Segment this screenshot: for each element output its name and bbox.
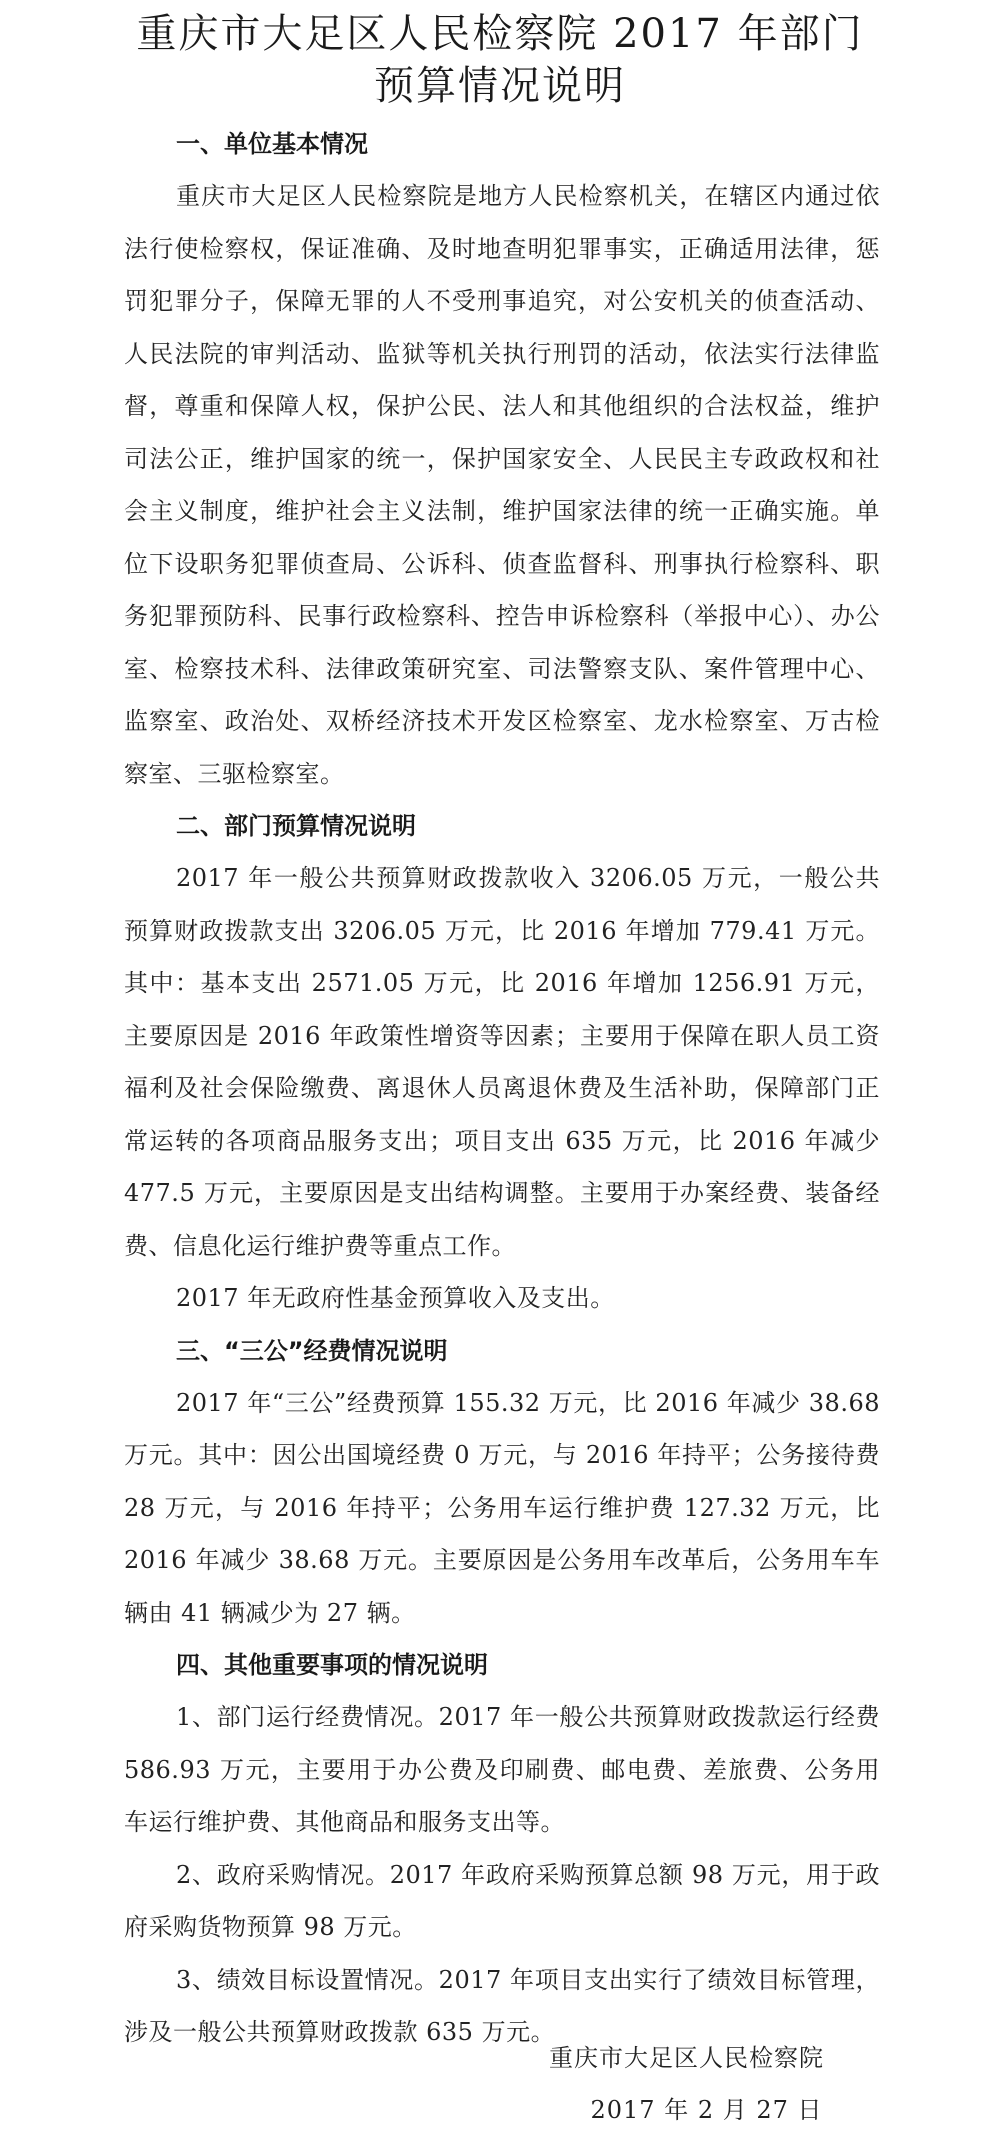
- section-three-public-expenses: [124, 1325, 880, 1640]
- paragraph: 3、绩效目标设置情况。2017 年项目支出实行了绩效目标管理，涉及一般公共预算财政拨款 635 万元。: [124, 1965, 880, 2046]
- title-line-2: 预算情况说明: [374, 63, 626, 109]
- title-line-1: 重庆市大足区人民检察院 2017 年部门: [136, 11, 864, 57]
- paragraph: 2017 年“三公”经费预算 155.32 万元，比 2016 年减少 38.68 万元。其中：因公出国境经费 0 万元，与 2016 年持平；公务接待费 28 万元，与 2016 年持平；公务用车运行维护费 127.32 万元，比 2016 年减少 38.68 万元。主要原因是公务用车改革后，公务用车车辆由 41 辆减少为 27 辆。: [124, 1388, 880, 1627]
- paragraph: 2、政府采购情况。2017 年政府采购预算总额 98 万元，用于政府采购货物预算 98 万元。: [124, 1860, 880, 1941]
- section-heading: 一、单位基本情况: [176, 130, 368, 158]
- section-other-matters: [124, 1639, 880, 2059]
- document-body: [124, 118, 880, 2059]
- section-heading: 三、“三公”经费情况说明: [176, 1336, 448, 1365]
- section-heading: 四、其他重要事项的情况说明: [176, 1651, 488, 1679]
- document-title: [0, 0, 1000, 112]
- signature-organization: 重庆市大足区人民检察院: [549, 2044, 824, 2072]
- section-budget-explanation: [124, 800, 880, 1325]
- paragraph: 2017 年无政府性基金预算收入及支出。: [176, 1284, 615, 1312]
- signature-block: [549, 2032, 824, 2136]
- signature-date: 2017 年 2 月 27 日: [590, 2096, 823, 2124]
- paragraph: 重庆市大足区人民检察院是地方人民检察机关，在辖区内通过依法行使检察权，保证准确、及时地查明犯罪事实，正确适用法律，惩罚犯罪分子，保障无罪的人不受刑事追究，对公安机关的侦查活动、人民法院的审判活动、监狱等机关执行刑罚的活动，依法实行法律监督，尊重和保障人权，保护公民、法人和其他组织的合法权益，维护司法公正，维护国家的统一，保护国家安全、人民民主专政政权和社会主义制度，维护社会主义法制，维护国家法律的统一正确实施。单位下设职务犯罪侦查局、公诉科、侦查监督科、刑事执行检察科、职务犯罪预防科、民事行政检察科、控告申诉检察科（举报中心）、办公室、检察技术科、法律政策研究室、司法警察支队、案件管理中心、监察室、政治处、双桥经济技术开发区检察室、龙水检察室、万古检察室、三驱检察室。: [124, 182, 880, 788]
- section-heading: 二、部门预算情况说明: [176, 812, 416, 840]
- paragraph: 1、部门运行经费情况。2017 年一般公共预算财政拨款运行经费 586.93 万元，主要用于办公费及印刷费、邮电费、差旅费、公务用车运行维护费、其他商品和服务支出等。: [124, 1703, 880, 1836]
- section-unit-basic-info: [124, 118, 880, 800]
- paragraph: 2017 年一般公共预算财政拨款收入 3206.05 万元，一般公共预算财政拨款支出 3206.05 万元，比 2016 年增加 779.41 万元。其中：基本支出 2571.05 万元，比 2016 年增加 1256.91 万元，主要原因是 2016 年政策性增资等因素；主要用于保障在职人员工资福利及社会保险缴费、离退休人员离退休费及生活补助，保障部门正常运转的各项商品服务支出；项目支出 635 万元，比 2016 年减少 477.5 万元，主要原因是支出结构调整。主要用于办案经费、装备经费、信息化运行维护费等重点工作。: [124, 864, 880, 1260]
